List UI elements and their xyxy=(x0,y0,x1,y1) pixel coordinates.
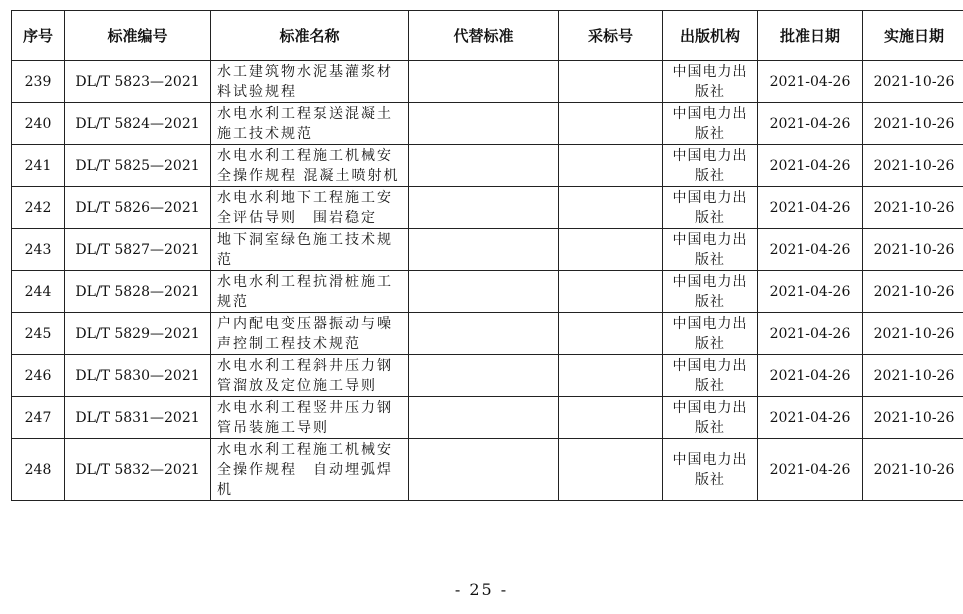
standards-table xyxy=(11,10,963,501)
row-number-cell: 248 xyxy=(12,439,65,501)
standard-code-cell: DL/T 5829—2021 xyxy=(65,313,211,355)
replaced-standard-cell xyxy=(409,145,559,187)
effective-date-cell: 2021-10-26 xyxy=(863,439,963,501)
header-cell: 代替标准 xyxy=(409,11,559,61)
approval-date-cell: 2021-04-26 xyxy=(758,397,863,439)
row-number-cell: 240 xyxy=(12,103,65,145)
effective-date-cell: 2021-10-26 xyxy=(863,229,963,271)
adopted-number-cell xyxy=(559,229,663,271)
publisher-cell: 中国电力出版社 xyxy=(663,103,758,145)
standard-name-cell: 水工建筑物水泥基灌浆材料试验规程 xyxy=(211,61,409,103)
standard-code-cell: DL/T 5832—2021 xyxy=(65,439,211,501)
row-number-cell: 243 xyxy=(12,229,65,271)
standard-code-cell: DL/T 5824—2021 xyxy=(65,103,211,145)
adopted-number-cell xyxy=(559,187,663,229)
adopted-number-cell xyxy=(559,271,663,313)
header-cell: 出版机构 xyxy=(663,11,758,61)
adopted-number-cell xyxy=(559,355,663,397)
standard-name-cell: 水电水利工程斜井压力钢管溜放及定位施工导则 xyxy=(211,355,409,397)
approval-date-cell: 2021-04-26 xyxy=(758,439,863,501)
table-row xyxy=(12,145,963,187)
table-row xyxy=(12,439,963,501)
row-number-cell: 242 xyxy=(12,187,65,229)
publisher-cell: 中国电力出版社 xyxy=(663,313,758,355)
standard-code-cell: DL/T 5828—2021 xyxy=(65,271,211,313)
standard-code-cell: DL/T 5826—2021 xyxy=(65,187,211,229)
effective-date-cell: 2021-10-26 xyxy=(863,397,963,439)
standard-name-cell: 水电水利工程施工机械安全操作规程 混凝土喷射机 xyxy=(211,145,409,187)
publisher-cell: 中国电力出版社 xyxy=(663,355,758,397)
effective-date-cell: 2021-10-26 xyxy=(863,355,963,397)
table-row xyxy=(12,313,963,355)
replaced-standard-cell xyxy=(409,187,559,229)
table-row xyxy=(12,103,963,145)
table-row xyxy=(12,229,963,271)
adopted-number-cell xyxy=(559,439,663,501)
standard-code-cell: DL/T 5825—2021 xyxy=(65,145,211,187)
standard-name-cell: 水电水利工程施工机械安全操作规程 自动埋弧焊机 xyxy=(211,439,409,501)
publisher-cell: 中国电力出版社 xyxy=(663,229,758,271)
row-number-cell: 246 xyxy=(12,355,65,397)
row-number-cell: 245 xyxy=(12,313,65,355)
publisher-cell: 中国电力出版社 xyxy=(663,145,758,187)
standard-name-cell: 水电水利地下工程施工安全评估导则 围岩稳定 xyxy=(211,187,409,229)
effective-date-cell: 2021-10-26 xyxy=(863,145,963,187)
header-cell: 序号 xyxy=(12,11,65,61)
replaced-standard-cell xyxy=(409,439,559,501)
replaced-standard-cell xyxy=(409,271,559,313)
effective-date-cell: 2021-10-26 xyxy=(863,271,963,313)
header-cell: 实施日期 xyxy=(863,11,963,61)
effective-date-cell: 2021-10-26 xyxy=(863,187,963,229)
page-number: - 25 - xyxy=(454,580,509,599)
publisher-cell: 中国电力出版社 xyxy=(663,271,758,313)
standard-name-cell: 户内配电变压器振动与噪声控制工程技术规范 xyxy=(211,313,409,355)
adopted-number-cell xyxy=(559,313,663,355)
standard-code-cell: DL/T 5827—2021 xyxy=(65,229,211,271)
table-row xyxy=(12,61,963,103)
approval-date-cell: 2021-04-26 xyxy=(758,271,863,313)
standard-code-cell: DL/T 5831—2021 xyxy=(65,397,211,439)
row-number-cell: 244 xyxy=(12,271,65,313)
publisher-cell: 中国电力出版社 xyxy=(663,397,758,439)
row-number-cell: 239 xyxy=(12,61,65,103)
table-row xyxy=(12,355,963,397)
approval-date-cell: 2021-04-26 xyxy=(758,313,863,355)
standard-code-cell: DL/T 5830—2021 xyxy=(65,355,211,397)
approval-date-cell: 2021-04-26 xyxy=(758,61,863,103)
effective-date-cell: 2021-10-26 xyxy=(863,313,963,355)
publisher-cell: 中国电力出版社 xyxy=(663,61,758,103)
publisher-cell: 中国电力出版社 xyxy=(663,187,758,229)
approval-date-cell: 2021-04-26 xyxy=(758,355,863,397)
approval-date-cell: 2021-04-26 xyxy=(758,187,863,229)
adopted-number-cell xyxy=(559,61,663,103)
header-cell: 标准编号 xyxy=(65,11,211,61)
table-row xyxy=(12,187,963,229)
standard-code-cell: DL/T 5823—2021 xyxy=(65,61,211,103)
row-number-cell: 247 xyxy=(12,397,65,439)
replaced-standard-cell xyxy=(409,355,559,397)
table-row xyxy=(12,271,963,313)
adopted-number-cell xyxy=(559,103,663,145)
approval-date-cell: 2021-04-26 xyxy=(758,103,863,145)
approval-date-cell: 2021-04-26 xyxy=(758,145,863,187)
standard-name-cell: 水电水利工程泵送混凝土施工技术规范 xyxy=(211,103,409,145)
standard-name-cell: 水电水利工程抗滑桩施工规范 xyxy=(211,271,409,313)
effective-date-cell: 2021-10-26 xyxy=(863,61,963,103)
replaced-standard-cell xyxy=(409,61,559,103)
header-row xyxy=(12,11,963,61)
header-cell: 批准日期 xyxy=(758,11,863,61)
approval-date-cell: 2021-04-26 xyxy=(758,229,863,271)
adopted-number-cell xyxy=(559,145,663,187)
adopted-number-cell xyxy=(559,397,663,439)
header-cell: 标准名称 xyxy=(211,11,409,61)
header-cell: 采标号 xyxy=(559,11,663,61)
standard-name-cell: 地下洞室绿色施工技术规范 xyxy=(211,229,409,271)
effective-date-cell: 2021-10-26 xyxy=(863,103,963,145)
replaced-standard-cell xyxy=(409,229,559,271)
publisher-cell: 中国电力出版社 xyxy=(663,439,758,501)
table-row xyxy=(12,397,963,439)
replaced-standard-cell xyxy=(409,313,559,355)
row-number-cell: 241 xyxy=(12,145,65,187)
replaced-standard-cell xyxy=(409,103,559,145)
replaced-standard-cell xyxy=(409,397,559,439)
standard-name-cell: 水电水利工程竖井压力钢管吊装施工导则 xyxy=(211,397,409,439)
